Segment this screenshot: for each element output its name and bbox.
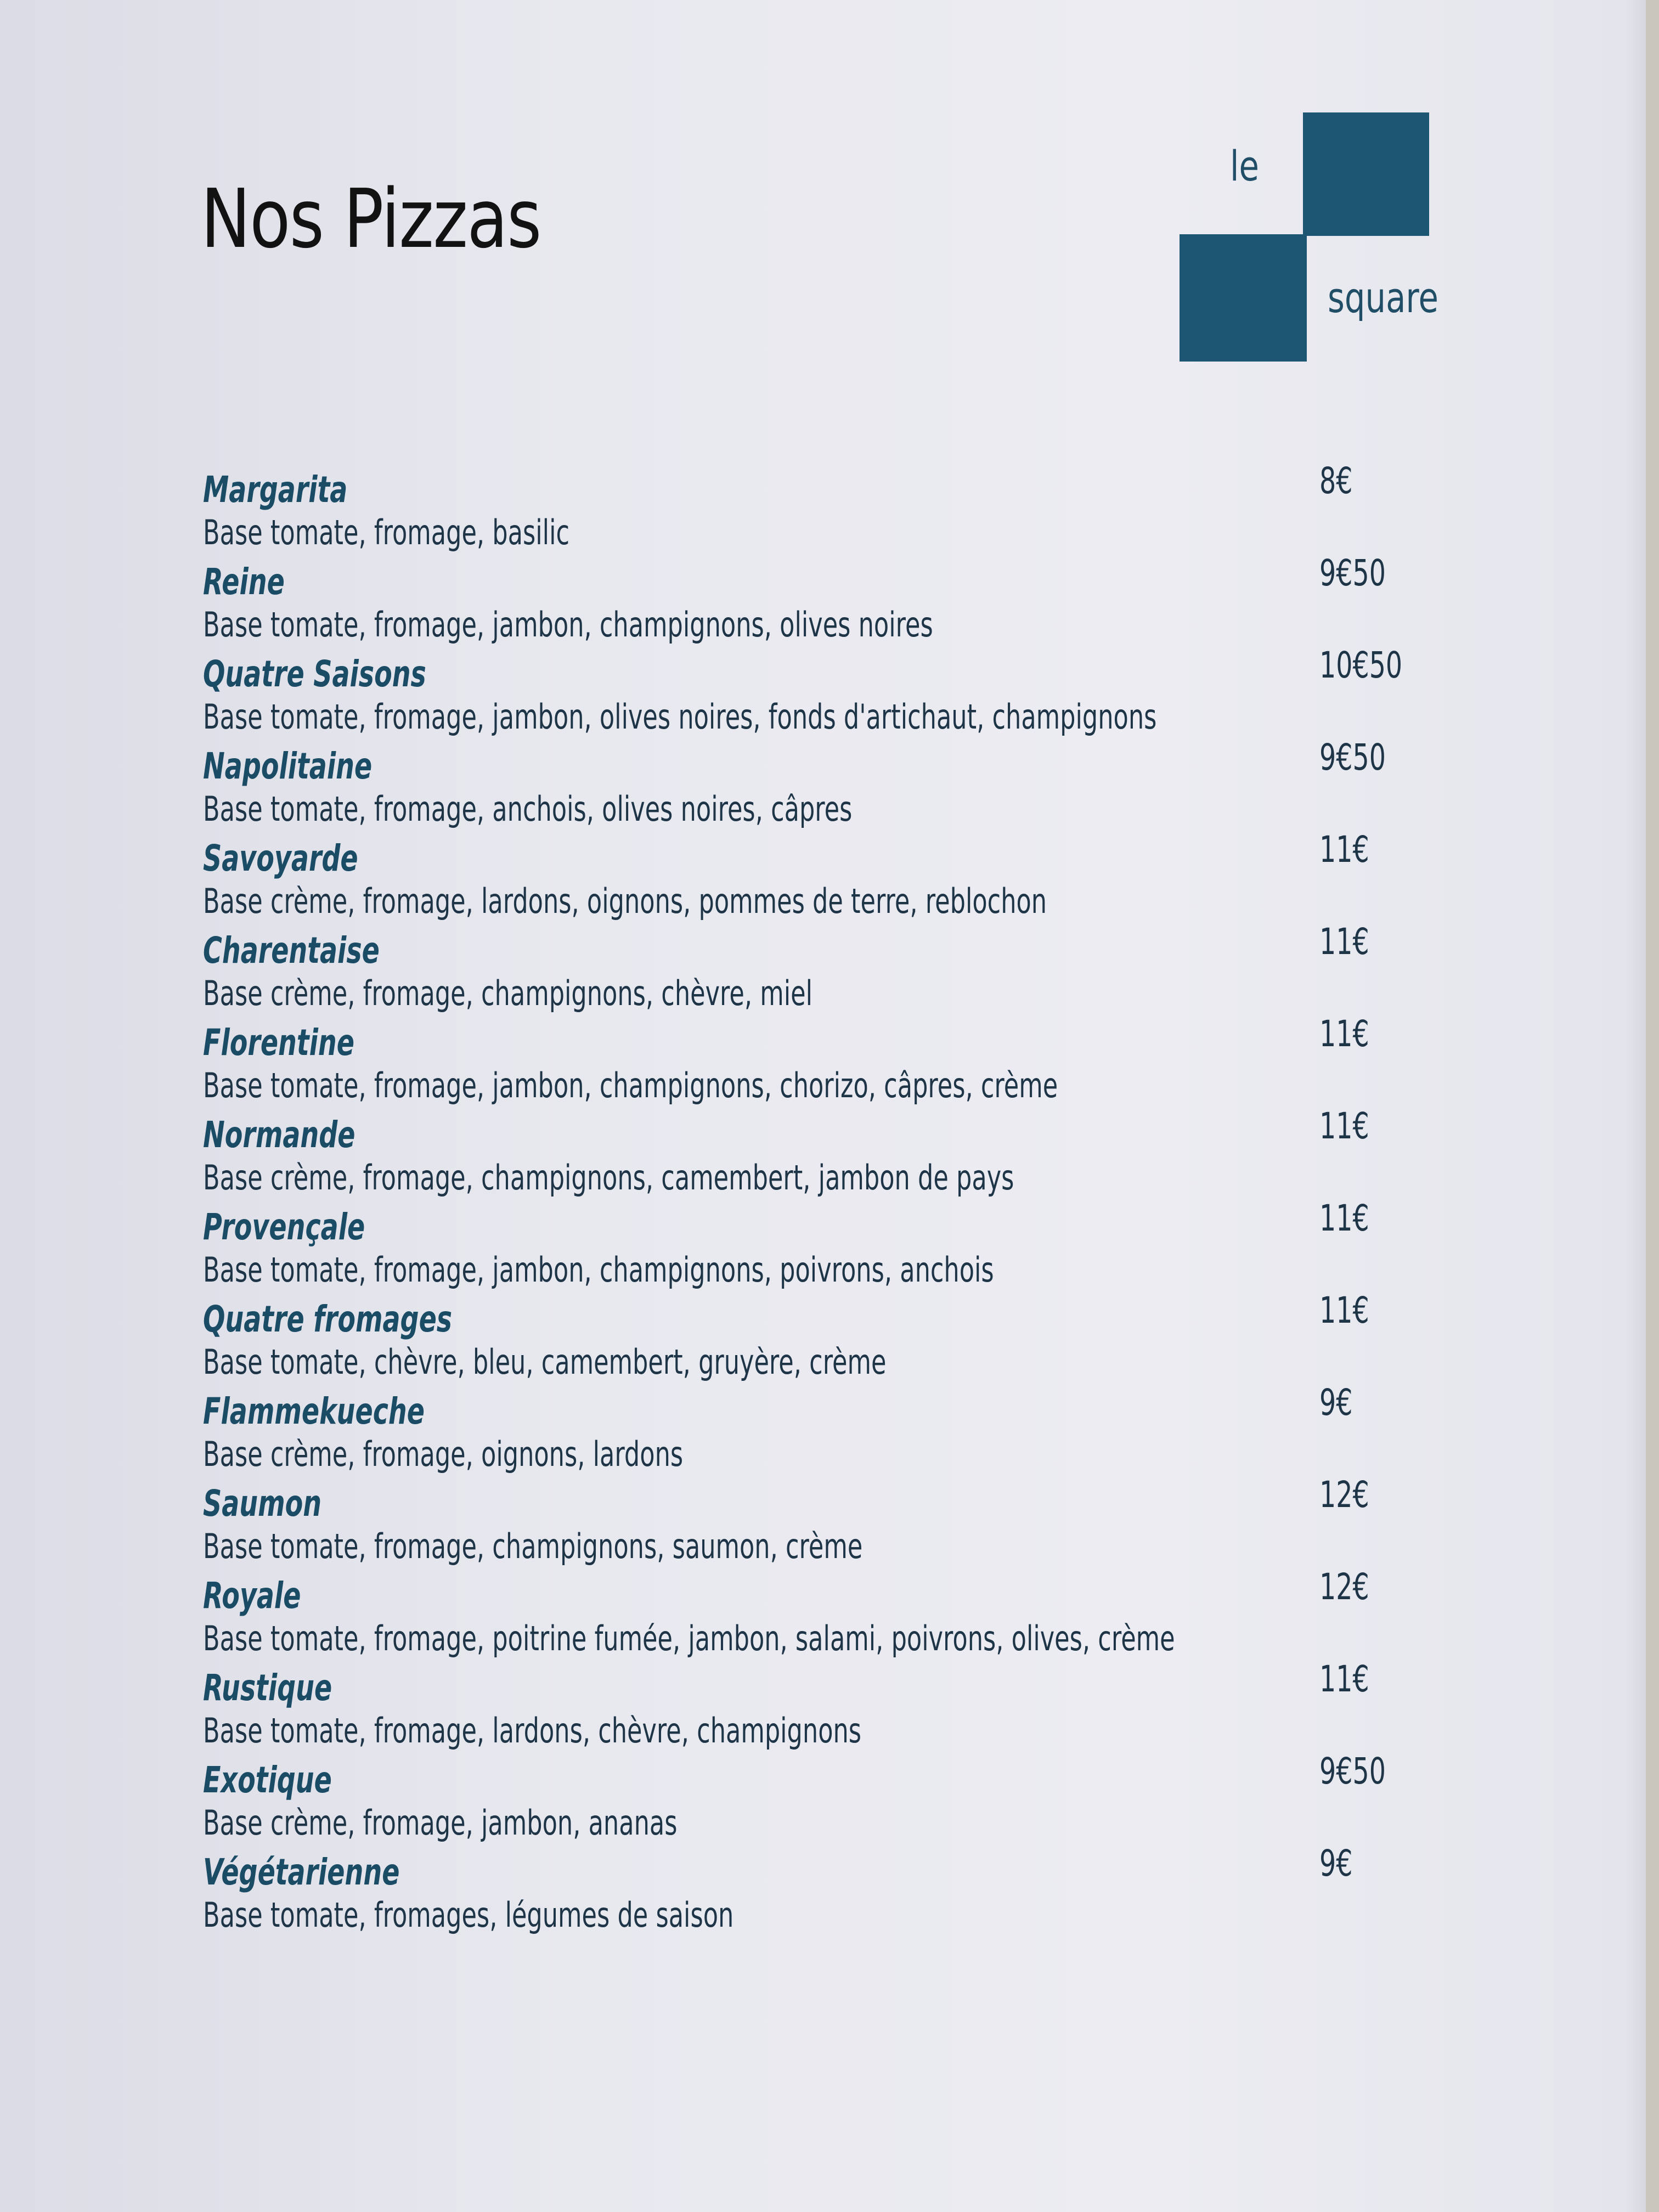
menu-item bbox=[203, 1751, 1465, 1843]
pizza-description: Base tomate, fromage, jambon, olives noires, fonds d'artichaut, champignons bbox=[203, 697, 1157, 737]
pizza-price: 10€50 bbox=[1319, 644, 1403, 686]
pizza-name: Quatre Saisons bbox=[203, 653, 426, 695]
menu-item bbox=[203, 461, 1465, 553]
menu-item bbox=[203, 1290, 1465, 1383]
pizza-description: Base tomate, fromage, jambon, champignons, poivrons, anchois bbox=[203, 1250, 994, 1290]
pizza-description: Base crème, fromage, champignons, camembert, jambon de pays bbox=[203, 1158, 1014, 1198]
pizza-price: 11€ bbox=[1319, 1289, 1369, 1331]
pizza-price: 9€ bbox=[1319, 1842, 1353, 1884]
logo-square-top bbox=[1303, 112, 1429, 236]
pizza-name: Florentine bbox=[203, 1022, 354, 1064]
pizza-name: Quatre fromages bbox=[203, 1298, 453, 1340]
menu-item bbox=[203, 553, 1465, 645]
pizza-description: Base tomate, fromage, champignons, saumon, crème bbox=[203, 1526, 863, 1566]
pizza-name: Margarita bbox=[203, 469, 348, 511]
pizza-price: 12€ bbox=[1319, 1566, 1369, 1608]
pizza-price: 11€ bbox=[1319, 828, 1369, 871]
menu-item bbox=[203, 1843, 1465, 1936]
pizza-description: Base crème, fromage, lardons, oignons, pommes de terre, reblochon bbox=[203, 881, 1047, 921]
pizza-price: 11€ bbox=[1319, 921, 1369, 963]
pizza-name: Charentaise bbox=[203, 929, 380, 972]
pizza-price: 11€ bbox=[1319, 1658, 1369, 1700]
menu-item bbox=[203, 1014, 1465, 1106]
pizza-name: Saumon bbox=[203, 1482, 322, 1525]
pizza-name: Rustique bbox=[203, 1667, 332, 1709]
pizza-price: 11€ bbox=[1319, 1197, 1369, 1239]
pizza-list bbox=[203, 461, 1465, 1936]
menu-item bbox=[203, 922, 1465, 1014]
pizza-price: 12€ bbox=[1319, 1474, 1369, 1516]
le-square-logo bbox=[1180, 112, 1437, 365]
menu-item bbox=[203, 737, 1465, 830]
pizza-price: 9€50 bbox=[1319, 552, 1386, 594]
pizza-price: 8€ bbox=[1319, 460, 1353, 502]
logo-square-bottom bbox=[1180, 234, 1307, 362]
menu-item bbox=[203, 1383, 1465, 1475]
pizza-price: 9€50 bbox=[1319, 1750, 1386, 1792]
menu-item bbox=[203, 830, 1465, 922]
pizza-description: Base tomate, fromage, basilic bbox=[203, 512, 570, 552]
pizza-description: Base tomate, fromage, jambon, champignons, chorizo, câpres, crème bbox=[203, 1065, 1058, 1105]
logo-text-le: le bbox=[1230, 142, 1259, 190]
pizza-description: Base tomate, fromages, légumes de saison bbox=[203, 1895, 734, 1935]
pizza-name: Savoyarde bbox=[203, 837, 358, 879]
pizza-name: Flammekueche bbox=[203, 1390, 425, 1432]
pizza-name: Normande bbox=[203, 1114, 356, 1156]
pizza-name: Reine bbox=[203, 561, 285, 603]
pizza-price: 9€ bbox=[1319, 1381, 1353, 1424]
pizza-name: Végétarienne bbox=[203, 1851, 400, 1893]
pizza-price: 11€ bbox=[1319, 1105, 1369, 1147]
pizza-description: Base tomate, fromage, poitrine fumée, jambon, salami, poivrons, olives, crème bbox=[203, 1618, 1175, 1658]
menu-item bbox=[203, 1198, 1465, 1290]
pizza-name: Royale bbox=[203, 1575, 301, 1617]
pizza-price: 9€50 bbox=[1319, 736, 1386, 778]
logo-text-square: square bbox=[1328, 273, 1438, 322]
pizza-description: Base crème, fromage, champignons, chèvre, miel bbox=[203, 973, 812, 1013]
pizza-name: Exotique bbox=[203, 1759, 332, 1801]
pizza-price: 11€ bbox=[1319, 1013, 1369, 1055]
pizza-description: Base tomate, fromage, anchois, olives noires, câpres bbox=[203, 789, 853, 829]
menu-item bbox=[203, 1659, 1465, 1751]
menu-item bbox=[203, 1567, 1465, 1659]
pizza-description: Base crème, fromage, oignons, lardons bbox=[203, 1434, 684, 1474]
pizza-description: Base tomate, chèvre, bleu, camembert, gruyère, crème bbox=[203, 1342, 887, 1382]
menu-item bbox=[203, 645, 1465, 737]
pizza-name: Napolitaine bbox=[203, 745, 373, 787]
pizza-description: Base crème, fromage, jambon, ananas bbox=[203, 1803, 678, 1843]
menu-item bbox=[203, 1475, 1465, 1567]
pizza-description: Base tomate, fromage, lardons, chèvre, champignons bbox=[203, 1711, 862, 1751]
pizza-name: Provençale bbox=[203, 1206, 365, 1248]
paper-edge bbox=[1626, 0, 1646, 2212]
menu-item bbox=[203, 1106, 1465, 1198]
pizza-description: Base tomate, fromage, jambon, champignons, olives noires bbox=[203, 605, 933, 645]
page-title: Nos Pizzas bbox=[201, 172, 541, 266]
